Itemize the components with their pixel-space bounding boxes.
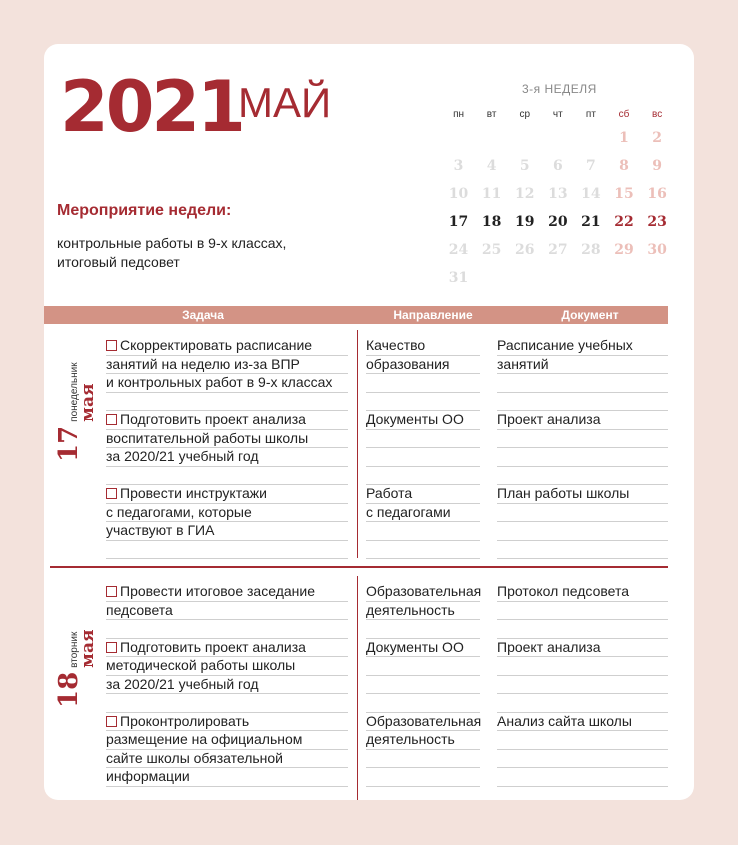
calendar-week-row — [442, 124, 674, 152]
day-weekday: понедельник — [69, 362, 80, 422]
calendar-day: 9 — [652, 158, 662, 174]
calendar-week-row — [442, 152, 674, 180]
day-name — [70, 362, 97, 421]
calendar-week-row — [442, 208, 674, 236]
ruled-line — [497, 786, 668, 787]
task-label: Скорректировать расписание — [120, 337, 313, 353]
task-text: размещение на официальном — [106, 731, 303, 747]
ruled-line — [497, 730, 668, 731]
ruled-line — [106, 540, 348, 541]
ruled-line — [497, 373, 668, 374]
ruled-line — [366, 429, 480, 430]
calendar-day: 15 — [614, 186, 634, 202]
week-label: 3-я НЕДЕЛЯ — [522, 82, 597, 96]
ruled-line — [497, 392, 668, 393]
ruled-line — [106, 786, 348, 787]
month-title: МАЙ — [238, 79, 332, 126]
column-separator — [357, 330, 358, 558]
ruled-line — [106, 619, 348, 620]
ruled-line — [106, 601, 348, 602]
ruled-line — [366, 619, 480, 620]
ruled-line — [106, 466, 348, 467]
calendar-weekday: пн — [453, 108, 465, 120]
calendar-day: 17 — [448, 214, 469, 230]
ruled-line — [366, 521, 480, 522]
ruled-line — [366, 601, 480, 602]
ruled-line — [106, 675, 348, 676]
checkbox-icon[interactable] — [106, 488, 117, 499]
task-text: воспитательной работы школы — [106, 429, 309, 446]
calendar-day: 19 — [514, 214, 535, 230]
ruled-line — [106, 503, 348, 504]
ruled-line — [366, 786, 480, 787]
checkbox-icon[interactable] — [106, 414, 117, 425]
ruled-line — [106, 749, 348, 750]
calendar-weekdays — [442, 104, 674, 124]
day-month: мая — [78, 629, 98, 668]
header-document: Документ — [561, 308, 619, 322]
calendar-weekday: сб — [618, 108, 630, 120]
calendar-day: 24 — [448, 242, 469, 258]
year-title: 2021 — [60, 66, 243, 148]
checkbox-icon[interactable] — [106, 716, 117, 727]
ruled-line — [106, 767, 348, 768]
calendar-day: 14 — [581, 186, 601, 202]
calendar-day: 25 — [481, 242, 502, 258]
day-divider — [50, 566, 668, 568]
ruled-line — [366, 355, 480, 356]
task-text — [106, 582, 315, 601]
document-text: Проект анализа — [497, 638, 601, 655]
direction-text: Документы ОО — [366, 411, 464, 427]
ruled-line — [106, 429, 348, 430]
checkbox-icon[interactable] — [106, 340, 117, 351]
event-of-week-text — [57, 234, 327, 272]
ruled-line — [106, 447, 348, 448]
planner-page — [44, 44, 694, 800]
calendar-day: 1 — [619, 130, 629, 146]
calendar-day: 16 — [647, 186, 667, 202]
task-label: Провести инструктажи — [120, 485, 267, 501]
header-task: Задача — [182, 308, 224, 322]
ruled-line — [366, 466, 480, 467]
checkbox-icon[interactable] — [106, 586, 117, 597]
task-label: Подготовить проект анализа — [120, 411, 306, 427]
day-name — [70, 629, 97, 667]
day-number: 18 — [54, 671, 84, 708]
ruled-line — [366, 503, 480, 504]
ruled-line — [497, 355, 668, 356]
calendar-day: 29 — [614, 242, 634, 258]
calendar-weekday: вс — [652, 108, 663, 120]
ruled-line — [366, 373, 480, 374]
day-number: 17 — [54, 425, 84, 462]
direction-text: с педагогами — [366, 503, 451, 520]
calendar-day: 22 — [614, 214, 634, 230]
ruled-line — [106, 558, 348, 559]
ruled-line — [497, 447, 668, 448]
calendar-weekday: пт — [585, 108, 596, 120]
ruled-line — [106, 373, 348, 374]
ruled-line — [366, 392, 480, 393]
ruled-line — [366, 447, 480, 448]
calendar-weekday: вт — [486, 108, 497, 120]
task-text: занятий на неделю из-за ВПР — [106, 355, 300, 372]
calendar-day: 6 — [552, 158, 563, 174]
ruled-line — [366, 767, 480, 768]
document-text: План работы школы — [497, 485, 630, 501]
document-text: Протокол педсовета — [497, 583, 630, 599]
calendar-day: 4 — [486, 158, 497, 174]
ruled-line — [497, 503, 668, 504]
document-text: Анализ сайта школы — [497, 712, 632, 729]
direction-text: Образовательная — [366, 712, 482, 729]
task-text: педсовета — [106, 601, 173, 618]
ruled-line — [366, 749, 480, 750]
ruled-line — [497, 521, 668, 522]
table-header — [44, 306, 668, 324]
mini-calendar — [442, 104, 674, 292]
calendar-day: 12 — [514, 186, 535, 202]
task-text: за 2020/21 учебный год — [106, 675, 259, 692]
calendar-day: 27 — [548, 242, 568, 258]
task-text — [106, 336, 312, 355]
ruled-line — [106, 355, 348, 356]
direction-text: деятельность — [366, 731, 455, 747]
task-text: с педагогами, которые — [106, 503, 252, 520]
ruled-line — [366, 693, 480, 694]
ruled-line — [366, 730, 480, 731]
calendar-day: 13 — [548, 186, 568, 202]
calendar-weekday: ср — [519, 108, 531, 120]
ruled-line — [366, 675, 480, 676]
document-text: занятий — [497, 355, 549, 372]
task-text — [106, 638, 306, 657]
calendar-day: 10 — [448, 186, 469, 202]
calendar-day: 18 — [481, 214, 502, 230]
task-label: Подготовить проект анализа — [120, 638, 306, 655]
event-line: итоговый педсовет — [57, 254, 180, 270]
ruled-line — [497, 675, 668, 676]
calendar-day: 31 — [448, 270, 469, 286]
ruled-line — [106, 730, 348, 731]
direction-text: Образовательная — [366, 583, 482, 599]
task-label: Провести итоговое заседание — [120, 583, 315, 599]
ruled-line — [106, 392, 348, 393]
calendar-day: 20 — [548, 214, 568, 230]
document-text: Расписание учебных — [497, 337, 633, 353]
task-text: участвуют в ГИА — [106, 522, 215, 538]
ruled-line — [366, 540, 480, 541]
column-separator — [357, 576, 358, 800]
calendar-day: 28 — [581, 242, 601, 258]
day-month: мая — [78, 383, 98, 422]
task-text — [106, 484, 267, 503]
calendar-day: 5 — [519, 158, 530, 174]
calendar-day: 26 — [514, 242, 535, 258]
calendar-week-row — [442, 264, 674, 292]
calendar-weekday: чт — [552, 108, 563, 120]
ruled-line — [366, 656, 480, 657]
ruled-line — [106, 521, 348, 522]
task-text — [106, 712, 249, 731]
calendar-day: 30 — [647, 242, 667, 258]
calendar-week-row — [442, 236, 674, 264]
ruled-line — [497, 466, 668, 467]
checkbox-icon[interactable] — [106, 642, 117, 653]
direction-text: Работа — [366, 485, 413, 501]
document-text: Проект анализа — [497, 411, 601, 427]
calendar-day: 3 — [453, 158, 464, 174]
calendar-week-row — [442, 180, 674, 208]
header-direction: Направление — [393, 308, 473, 322]
ruled-line — [497, 601, 668, 602]
task-text: за 2020/21 учебный год — [106, 448, 259, 464]
task-text: информации — [106, 768, 190, 784]
ruled-line — [497, 693, 668, 694]
ruled-line — [497, 656, 668, 657]
calendar-day: 21 — [581, 214, 601, 230]
ruled-line — [366, 558, 480, 559]
ruled-line — [497, 749, 668, 750]
calendar-day: 8 — [619, 158, 629, 174]
calendar-day: 2 — [652, 130, 662, 146]
task-text — [106, 410, 306, 429]
task-text: сайте школы обязательной — [106, 749, 284, 766]
event-line: контрольные работы в 9-х классах, — [57, 235, 287, 251]
event-of-week-title: Мероприятие недели: — [57, 202, 232, 219]
ruled-line — [497, 540, 668, 541]
direction-text: Документы ОО — [366, 638, 464, 655]
ruled-line — [497, 767, 668, 768]
direction-text: деятельность — [366, 601, 455, 618]
ruled-line — [106, 693, 348, 694]
calendar-day: 7 — [586, 158, 596, 174]
calendar-day: 23 — [647, 214, 667, 230]
task-text: методической работы школы — [106, 657, 296, 673]
ruled-line — [497, 619, 668, 620]
direction-text: образования — [366, 355, 450, 372]
direction-text: Качество — [366, 337, 426, 353]
day-weekday: вторник — [69, 631, 80, 668]
ruled-line — [497, 429, 668, 430]
task-text: и контрольных работ в 9-х классах — [106, 374, 333, 390]
ruled-line — [106, 656, 348, 657]
task-label: Проконтролировать — [120, 712, 250, 729]
calendar-day: 11 — [481, 186, 502, 202]
ruled-line — [497, 558, 668, 559]
